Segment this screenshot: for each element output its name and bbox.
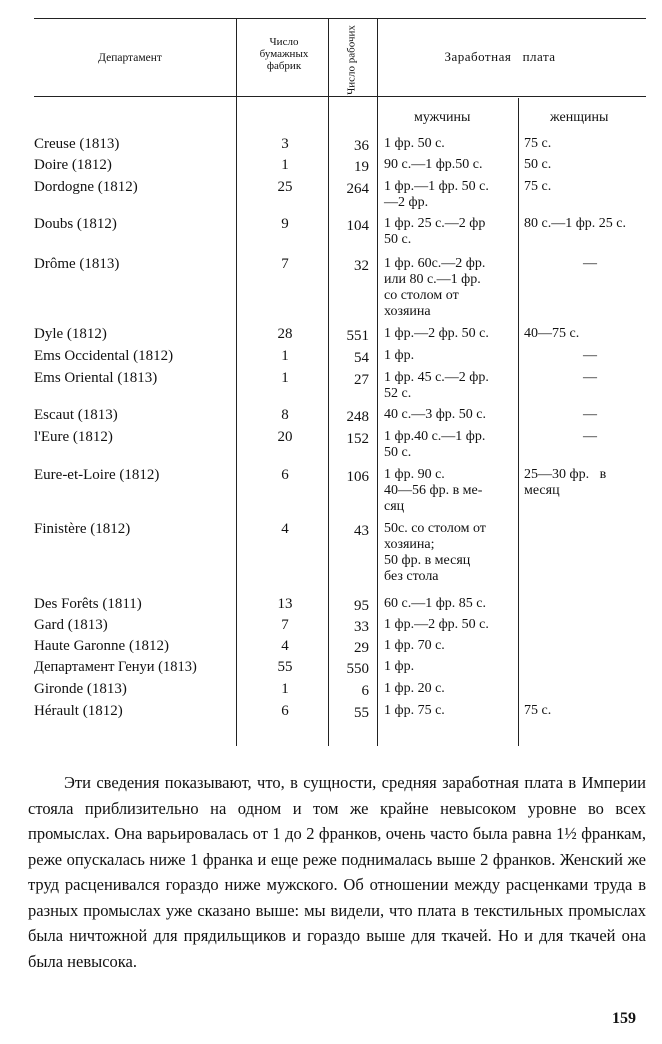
department-cell: Ems Oriental (1813) <box>34 370 158 386</box>
men-wage-cell: 1 фр.—2 фр. 50 с. <box>384 326 489 341</box>
factories-cell: 7 <box>281 617 289 633</box>
men-wage-cell: 1 фр.—2 фр. 50 с. <box>384 617 489 632</box>
department-cell: Doubs (1812) <box>34 216 117 232</box>
workers-cell: 551 <box>346 328 369 344</box>
department-cell: Ems Occidental (1812) <box>34 348 174 364</box>
workers-cell: 95 <box>354 598 369 614</box>
factories-cell: 3 <box>281 136 289 152</box>
men-wage-cell: 1 фр. 90 с. 40—56 фр. в ме- сяц <box>384 467 483 514</box>
department-cell: Eure-et-Loire (1812) <box>34 467 160 483</box>
workers-cell: 19 <box>354 159 369 175</box>
header-men: мужчины <box>414 110 471 125</box>
men-wage-cell: 1 фр. 20 с. <box>384 681 445 696</box>
column-divider-1 <box>236 18 237 746</box>
department-cell: Департамент Генуи (1813) <box>34 659 197 675</box>
men-wage-cell: 60 с.—1 фр. 85 с. <box>384 596 486 611</box>
workers-cell: 32 <box>354 258 369 274</box>
department-cell: Hérault (1812) <box>34 703 123 719</box>
workers-cell: 6 <box>361 683 369 699</box>
men-wage-cell: 1 фр. 50 с. <box>384 136 445 151</box>
workers-cell: 264 <box>346 181 369 197</box>
women-wage-cell: 25—30 фр. в месяц <box>524 467 607 498</box>
women-wage-cell: 75 с. <box>524 703 552 718</box>
workers-cell: 33 <box>354 619 369 635</box>
factories-cell: 28 <box>277 326 293 342</box>
department-cell: Drôme (1813) <box>34 256 120 272</box>
factories-cell: 6 <box>281 703 289 719</box>
factories-cell: 25 <box>277 179 293 195</box>
women-wage-cell: — <box>583 407 597 422</box>
workers-cell: 248 <box>346 409 369 425</box>
men-wage-cell: 40 с.—3 фр. 50 с. <box>384 407 486 422</box>
department-cell: Gironde (1813) <box>34 681 127 697</box>
column-divider-3 <box>377 18 378 746</box>
column-divider-4 <box>518 98 519 746</box>
men-wage-cell: 1 фр. 75 с. <box>384 703 445 718</box>
table-top-rule <box>34 18 646 19</box>
men-wage-cell: 1 фр. <box>384 659 415 674</box>
workers-cell: 36 <box>354 138 369 154</box>
women-wage-cell: — <box>583 429 597 444</box>
department-cell: Finistère (1812) <box>34 521 131 537</box>
workers-cell: 54 <box>354 350 369 366</box>
men-wage-cell: 50с. со столом от хозяина; 50 фр. в месяц без стола <box>384 521 486 584</box>
workers-cell: 43 <box>354 523 369 539</box>
men-wage-cell: 1 фр. 60с.—2 фр. или 80 с.—1 фр. со столом от хозяина <box>384 256 486 319</box>
factories-cell: 1 <box>281 348 289 364</box>
women-wage-cell: 80 с.—1 фр. 25 с. <box>524 216 626 231</box>
body-paragraph: Эти сведения показывают, что, в сущности, средняя заработная плата в Империи стояла приблизительно на одном и том же крайне невысоком уровне во всех промыслах. Она варьировалась от 1 до 2 франков, очень часто была равна 1½ франкам, реже опускалась ниже 1 франка и еще реже поднималась выше 2 франков. Женский же труд расценивался гораздо ниже мужского. Об отношении между расценками труда в разных промыслах уже сказано выше: мы видели, что плата в текстильных промыслах была ничтожной для прядильщиков и гораздо выше для ткачей. Но и для ткачей она была невысока. <box>28 773 646 971</box>
page-number: 159 <box>612 1010 636 1027</box>
men-wage-cell: 1 фр. 25 с.—2 фр 50 с. <box>384 216 486 247</box>
header-workers <box>340 26 364 94</box>
department-cell: Dyle (1812) <box>34 326 107 342</box>
women-wage-cell: — <box>583 370 597 385</box>
factories-cell: 7 <box>281 256 289 272</box>
men-wage-cell: 1 фр. <box>384 348 415 363</box>
women-wage-cell: — <box>583 256 597 271</box>
men-wage-cell: 90 с.—1 фр.50 с. <box>384 157 483 172</box>
factories-cell: 20 <box>277 429 293 445</box>
header-women: женщины <box>550 110 609 125</box>
department-cell: Haute Garonne (1812) <box>34 638 169 654</box>
workers-cell: 152 <box>346 431 369 447</box>
women-wage-cell: — <box>583 348 597 363</box>
department-cell: l'Eure (1812) <box>34 429 113 445</box>
men-wage-cell: 1 фр. 70 с. <box>384 638 445 653</box>
workers-cell: 104 <box>346 218 369 234</box>
department-cell: Escaut (1813) <box>34 407 118 423</box>
factories-cell: 1 <box>281 157 289 173</box>
workers-cell: 550 <box>346 661 369 677</box>
department-cell: Doire (1812) <box>34 157 112 173</box>
women-wage-cell: 50 с. <box>524 157 552 172</box>
factories-cell: 1 <box>281 681 289 697</box>
factories-cell: 4 <box>281 638 289 654</box>
men-wage-cell: 1 фр.—1 фр. 50 с. —2 фр. <box>384 179 489 210</box>
header-factories: Число бумажных фабрик <box>259 36 309 73</box>
workers-cell: 27 <box>354 372 369 388</box>
men-wage-cell: 1 фр.40 с.—1 фр. 50 с. <box>384 429 486 460</box>
department-cell: Des Forêts (1811) <box>34 596 142 612</box>
factories-cell: 4 <box>281 521 289 537</box>
workers-cell: 29 <box>354 640 369 656</box>
factories-cell: 6 <box>281 467 289 483</box>
factories-cell: 55 <box>277 659 293 675</box>
workers-cell: 55 <box>354 705 369 721</box>
factories-cell: 8 <box>281 407 289 423</box>
header-workers-text: Число рабочих <box>345 25 358 95</box>
women-wage-cell: 75 с. <box>524 179 552 194</box>
header-department: Департамент <box>98 52 162 64</box>
factories-cell: 13 <box>277 596 293 612</box>
workers-cell: 106 <box>346 469 369 485</box>
department-cell: Gard (1813) <box>34 617 108 633</box>
factories-cell: 9 <box>281 216 289 232</box>
department-cell: Dordogne (1812) <box>34 179 138 195</box>
table-header-rule <box>34 96 646 97</box>
women-wage-cell: 75 с. <box>524 136 552 151</box>
department-cell: Creuse (1813) <box>34 136 120 152</box>
men-wage-cell: 1 фр. 45 с.—2 фр. 52 с. <box>384 370 489 401</box>
women-wage-cell: 40—75 с. <box>524 326 580 341</box>
factories-cell: 1 <box>281 370 289 386</box>
header-wages: Заработная плата <box>444 49 556 64</box>
